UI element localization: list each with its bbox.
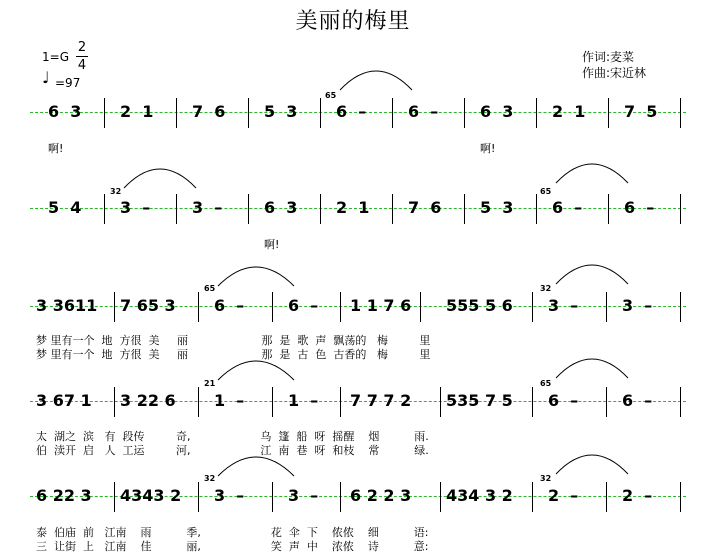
quarter-note-icon: ♩: [42, 68, 50, 87]
time-denominator: 4: [77, 58, 87, 73]
key-signature: 1=G: [42, 50, 69, 64]
exclamation: 啊!: [480, 142, 496, 155]
grace-note: 65: [540, 379, 552, 388]
tie-arc: [554, 155, 630, 185]
tie-arc: [122, 160, 198, 190]
exclamation: 啊!: [264, 238, 280, 251]
grace-note: 65: [325, 91, 337, 100]
grace-note: 21: [204, 379, 216, 388]
tie-arc: [554, 350, 630, 380]
tie-arc: [554, 256, 630, 286]
lyricist: 作词:麦菜: [582, 50, 635, 64]
grace-note: 32: [204, 474, 216, 483]
lyric-verse-1: 泰 伯庙 前 江南 雨 季, 花 伞 下 侬侬 细 语:: [36, 526, 429, 539]
composer: 作曲:宋近林: [582, 66, 647, 80]
grace-note: 65: [204, 284, 216, 293]
tie-arc: [216, 448, 296, 478]
tie-arc: [216, 352, 296, 382]
lyric-verse-2: 伯 渎开 启 人 工运 河, 江 南 巷 呀 和枝 常 绿.: [36, 444, 429, 457]
tempo: =97: [55, 76, 81, 90]
tie-arc: [216, 258, 296, 288]
grace-note: 32: [540, 474, 552, 483]
time-numerator: 2: [77, 40, 87, 55]
grace-note: 32: [540, 284, 552, 293]
time-fraction-line: [76, 56, 88, 57]
lyric-verse-2: 梦 里有一个 地 方很 美 丽 那 是 古 色 古香的 梅 里: [36, 348, 431, 361]
tie-arc: [554, 446, 630, 476]
page-title: 美丽的梅里: [295, 9, 411, 34]
exclamation: 啊!: [48, 142, 64, 155]
tie-arc: [338, 62, 414, 92]
grace-note: 32: [110, 187, 122, 196]
lyric-verse-2: 三 让街 上 江南 佳 丽, 笑 声 中 浓侬 诗 意:: [36, 540, 429, 553]
lyric-verse-1: 梦 里有一个 地 方很 美 丽 那 是 歌 声 飘荡的 梅 里: [36, 334, 431, 347]
grace-note: 65: [540, 187, 552, 196]
lyric-verse-1: 太 湖之 滨 有 段传 奇, 乌 篷 船 呀 摇醒 烟 雨.: [36, 430, 429, 443]
